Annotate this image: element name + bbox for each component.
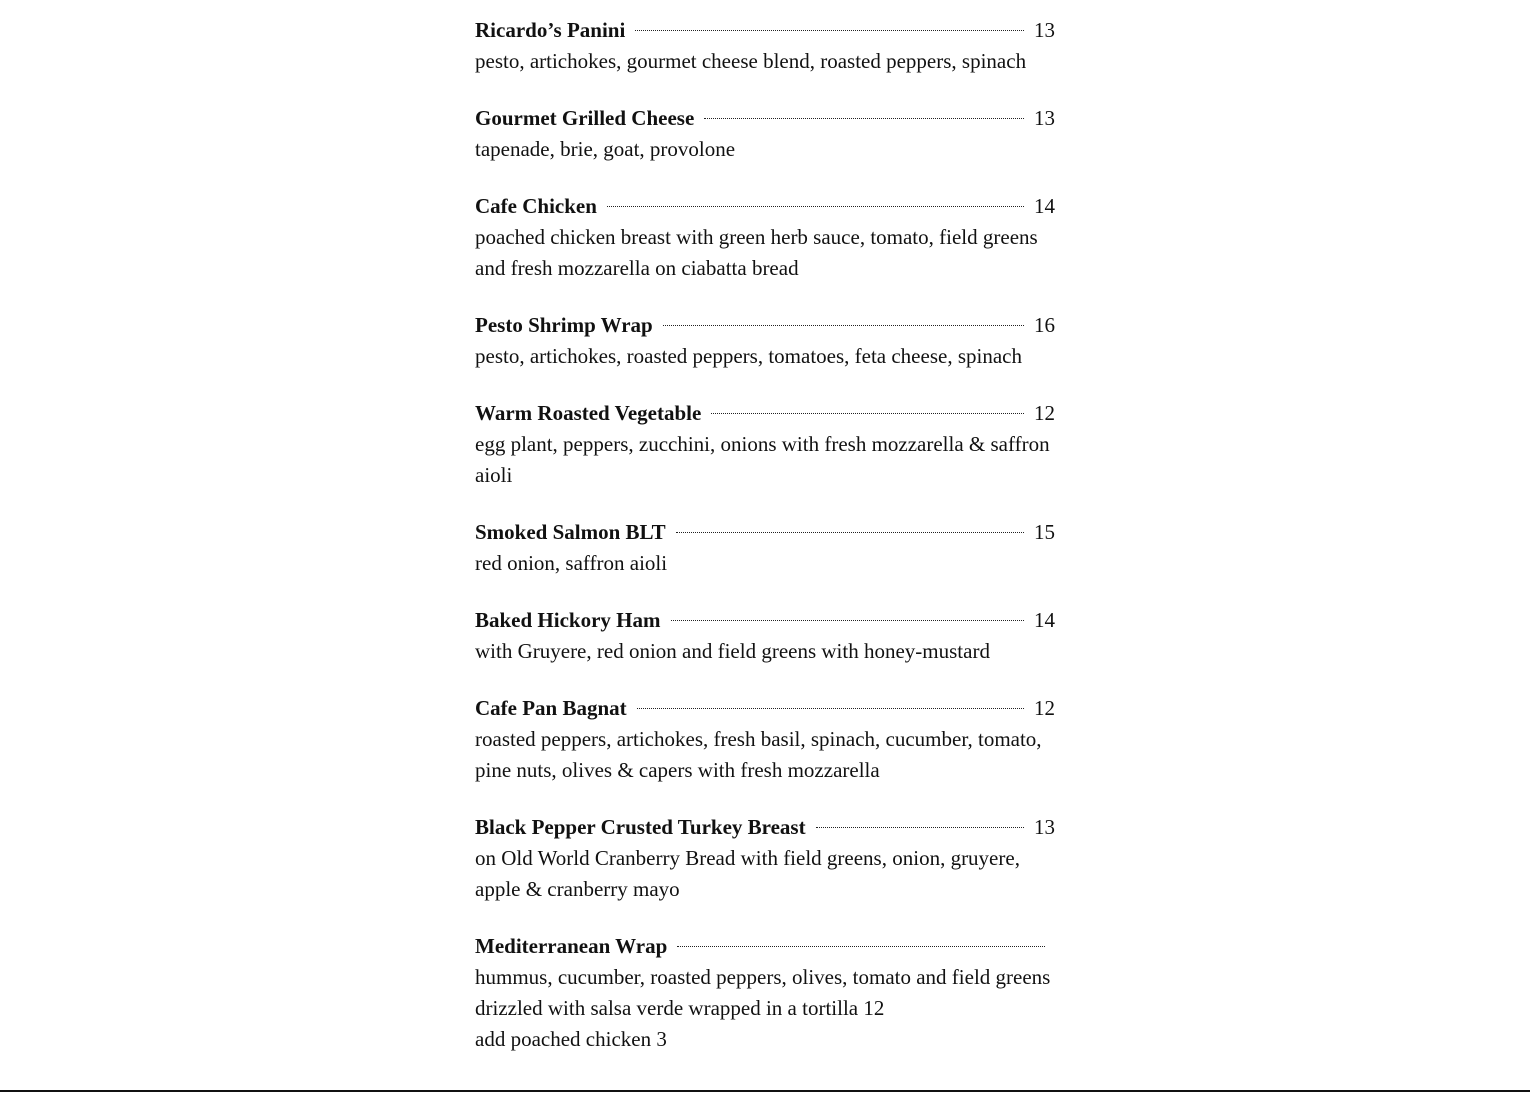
menu-item-header bbox=[475, 693, 1055, 724]
dotted-leader bbox=[711, 413, 1024, 414]
menu-item bbox=[475, 812, 1055, 905]
dotted-leader bbox=[704, 118, 1024, 119]
menu-item bbox=[475, 103, 1055, 165]
menu-item-description: red onion, saffron aioli bbox=[475, 551, 668, 575]
menu-item-name: Gourmet Grilled Cheese bbox=[475, 106, 695, 130]
menu-item-description: tapenade, brie, goat, provolone bbox=[475, 137, 736, 161]
menu-item-name: Mediterranean Wrap bbox=[475, 934, 668, 958]
menu-item-price: 16 bbox=[1034, 313, 1055, 337]
menu-item-header bbox=[475, 517, 1055, 548]
menu-item-price: 14 bbox=[1034, 608, 1055, 632]
menu-item bbox=[475, 15, 1055, 77]
menu-item bbox=[475, 931, 1055, 1055]
menu-list bbox=[475, 15, 1055, 1081]
dotted-leader bbox=[663, 325, 1024, 326]
menu-item-name: Baked Hickory Ham bbox=[475, 608, 661, 632]
menu-item-description: hummus, cucumber, roasted peppers, olives, tomato and field greens drizzled with salsa verde wrapped in a tortilla 12 bbox=[475, 965, 1051, 1020]
menu-item-header bbox=[475, 605, 1055, 636]
menu-item-name: Pesto Shrimp Wrap bbox=[475, 313, 653, 337]
menu-item-header bbox=[475, 15, 1055, 46]
menu-item-description: on Old World Cranberry Bread with field greens, onion, gruyere, apple & cranberry mayo bbox=[475, 846, 1020, 901]
menu-item bbox=[475, 517, 1055, 579]
menu-item-header bbox=[475, 931, 1055, 962]
menu-item bbox=[475, 605, 1055, 667]
menu-item-price: 12 bbox=[1034, 401, 1055, 425]
menu-item-name: Smoked Salmon BLT bbox=[475, 520, 666, 544]
menu-item-name: Black Pepper Crusted Turkey Breast bbox=[475, 815, 806, 839]
menu-item-addon: add poached chicken 3 bbox=[475, 1027, 667, 1051]
dotted-leader bbox=[677, 946, 1045, 947]
menu-item-price: 13 bbox=[1034, 815, 1055, 839]
menu-item-header bbox=[475, 812, 1055, 843]
dotted-leader bbox=[676, 532, 1024, 533]
menu-item bbox=[475, 310, 1055, 372]
bottom-divider bbox=[0, 1090, 1530, 1092]
menu-item-description: egg plant, peppers, zucchini, onions with fresh mozzarella & saffron aioli bbox=[475, 432, 1050, 487]
menu-item-description: pesto, artichokes, roasted peppers, tomatoes, feta cheese, spinach bbox=[475, 344, 1022, 368]
menu-item-price: 12 bbox=[1034, 696, 1055, 720]
menu-item-price: 14 bbox=[1034, 194, 1055, 218]
menu-item-name: Cafe Pan Bagnat bbox=[475, 696, 627, 720]
dotted-leader bbox=[816, 827, 1024, 828]
menu-item bbox=[475, 398, 1055, 491]
menu-item bbox=[475, 693, 1055, 786]
menu-item-description: with Gruyere, red onion and field greens with honey-mustard bbox=[475, 639, 990, 663]
menu-item-description: pesto, artichokes, gourmet cheese blend, roasted peppers, spinach bbox=[475, 49, 1027, 73]
menu-item-header bbox=[475, 310, 1055, 341]
menu-item-description: roasted peppers, artichokes, fresh basil, spinach, cucumber, tomato, pine nuts, olives & capers with fresh mozzarella bbox=[475, 727, 1042, 782]
dotted-leader bbox=[635, 30, 1024, 31]
menu-item-price: 13 bbox=[1034, 18, 1055, 42]
menu-item-name: Cafe Chicken bbox=[475, 194, 597, 218]
menu-item-price: 13 bbox=[1034, 106, 1055, 130]
menu-item bbox=[475, 191, 1055, 284]
menu-item-header bbox=[475, 103, 1055, 134]
dotted-leader bbox=[607, 206, 1024, 207]
menu-item-name: Warm Roasted Vegetable bbox=[475, 401, 702, 425]
menu-item-header bbox=[475, 191, 1055, 222]
menu-item-header bbox=[475, 398, 1055, 429]
menu-item-description: poached chicken breast with green herb sauce, tomato, field greens and fresh mozzarella on ciabatta bread bbox=[475, 225, 1038, 280]
menu-item-name: Ricardo’s Panini bbox=[475, 18, 626, 42]
dotted-leader bbox=[671, 620, 1024, 621]
menu-item-price: 15 bbox=[1034, 520, 1055, 544]
dotted-leader bbox=[637, 708, 1024, 709]
